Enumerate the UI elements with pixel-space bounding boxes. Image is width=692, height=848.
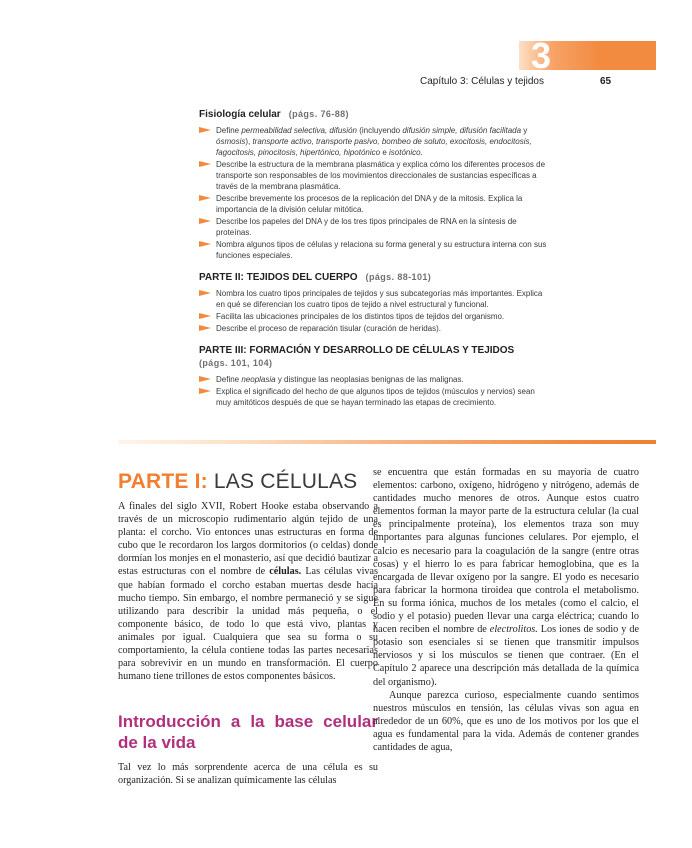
section-separator (118, 440, 656, 444)
objective-item: Explica el significado del hecho de que algunos tipos de tejidos (músculos y nervios) sean muy amitóticos después de que se hayan terminado las etapas de crecimiento. (199, 386, 549, 408)
learning-objectives (199, 108, 549, 418)
arrow-icon (199, 388, 211, 394)
objective-item: Define permeabilidad selectiva, difusión (incluyendo difusión simple, difusión facilitada y ósmosis), transporte activo, transporte pasivo, bombeo de soluto, exocitosis, endocitosis, fagocitosis, pinocitosis, hipertónico, hipotónico e isotónico. (199, 125, 549, 158)
arrow-icon (199, 376, 211, 382)
objectives-list (199, 125, 549, 261)
arrow-icon (199, 161, 211, 167)
objective-item: Nombra los cuatro tipos principales de tejidos y sus subcategorías más importantes. Explica en qué se diferencian los cuatro tipos de tejido a nivel estructural y funcional. (199, 288, 549, 310)
right-column (373, 466, 639, 754)
objectives-list (199, 374, 549, 408)
running-head: Capítulo 3: Células y tejidos (420, 76, 544, 87)
objective-item: Describe los papeles del DNA y de los tres tipos principales de RNA en la síntesis de proteínas. (199, 216, 549, 238)
arrow-icon (199, 218, 211, 224)
objective-item: Facilita las ubicaciones principales de los distintos tipos de tejidos del organismo. (199, 311, 549, 322)
part-title: PARTE I: LAS CÉLULAS (118, 470, 358, 493)
objective-item: Describe brevemente los procesos de la replicación del DNA y de la mitosis. Explica la importancia de la división celular mitótica. (199, 193, 549, 215)
arrow-icon (199, 241, 211, 247)
body-paragraph: se encuentra que están formadas en su mayoría de cuatro elementos: carbono, oxígeno, hidrógeno y nitrógeno, además de cantidades mucho menores de otros. Aunque estos cuatro elementos forman la mayor parte de la estructura celular (la cual es principalmente proteína), los elementos traza son muy importantes para algunas funciones celulares. Por ejemplo, el calcio es necesario para la coagulación de la sangre (entre otras cosas) y el hierro lo es para fabricar hemoglobina, que es la encargada de llevar oxígeno por la sangre. El yodo es necesario para fabricar la hormona tiroidea que controla el metabolismo. En su forma iónica, muchos de los metales (como el calcio, el sodio y el potasio) pueden llevar una carga eléctrica; cuando lo hacen reciben el nombre de electrolitos. Los iones de sodio y de potasio son esenciales si se tienen que transmitir impulsos nerviosos y si los músculos se tienen que contraer. (En el Capítulo 2 aparece una descripción más detallada de la química del organismo). (373, 467, 639, 688)
arrow-icon (199, 195, 211, 201)
section-title: Introducción a la base celular de la vida (118, 712, 378, 753)
arrow-icon (199, 313, 211, 319)
left-column (118, 470, 378, 788)
objective-item: Describe la estructura de la membrana plasmática y explica cómo los diferentes procesos de transporte son responsables de los movimientos direccionales de sustancias específicas a través de la membrana plasmática. (199, 159, 549, 192)
objectives-heading: Fisiología celular (págs. 76-88) (199, 109, 349, 120)
objectives-heading: PARTE III: FORMACIÓN Y DESARROLLO DE CÉLULAS Y TEJIDOS (págs. 101, 104) (199, 345, 515, 368)
arrow-icon (199, 127, 211, 133)
objectives-list (199, 288, 549, 334)
objective-item: Define neoplasia y distingue las neoplasias benignas de las malignas. (199, 374, 549, 385)
arrow-icon (199, 325, 211, 331)
body-paragraph: Aunque parezca curioso, especialmente cuando sentimos nuestros músculos en tensión, las células vivas son agua en alrededor de un 60%, que es uno de los motivos por los que el agua es fundamental para la vida. Además de contener grandes cantidades de agua, (373, 689, 639, 753)
chapter-number: 3 (531, 35, 552, 76)
objectives-heading: PARTE II: TEJIDOS DEL CUERPO (págs. 88-101) (199, 272, 432, 283)
body-paragraph: Tal vez lo más sorprendente acerca de una célula es su organización. Si se analizan químicamente las células (118, 762, 378, 787)
page-number: 65 (600, 76, 612, 87)
objective-item: Nombra algunos tipos de células y relaciona su forma general y su estructura interna con sus funciones especiales. (199, 239, 549, 261)
body-paragraph: A finales del siglo XVII, Robert Hooke estaba observando a través de un microscopio rudimentario algún tejido de una planta: el corcho. Vio entonces unas estructuras en forma de cubo que le recordaron los largos dormitorios (o celdas) donde dormían los monjes en el monasterio, así que decidió bautizar a estas estructuras con el nombre de células. Las células vivas que habían formado el corcho estaban muertas desde hacía mucho tiempo. Sin embargo, el nombre permaneció y se sigue utilizando para describir la unidad más pequeña, o el componente básico, de todo lo que está vivo, plantas y animales por igual. Cualquiera que sea su forma o su comportamiento, la célula contiene todas las partes necesarias para sobrevivir en un mundo en transformación. El cuerpo humano tiene trillones de estos componentes básicos. (118, 501, 378, 683)
objective-item: Describe el proceso de reparación tisular (curación de heridas). (199, 323, 549, 334)
arrow-icon (199, 290, 211, 296)
